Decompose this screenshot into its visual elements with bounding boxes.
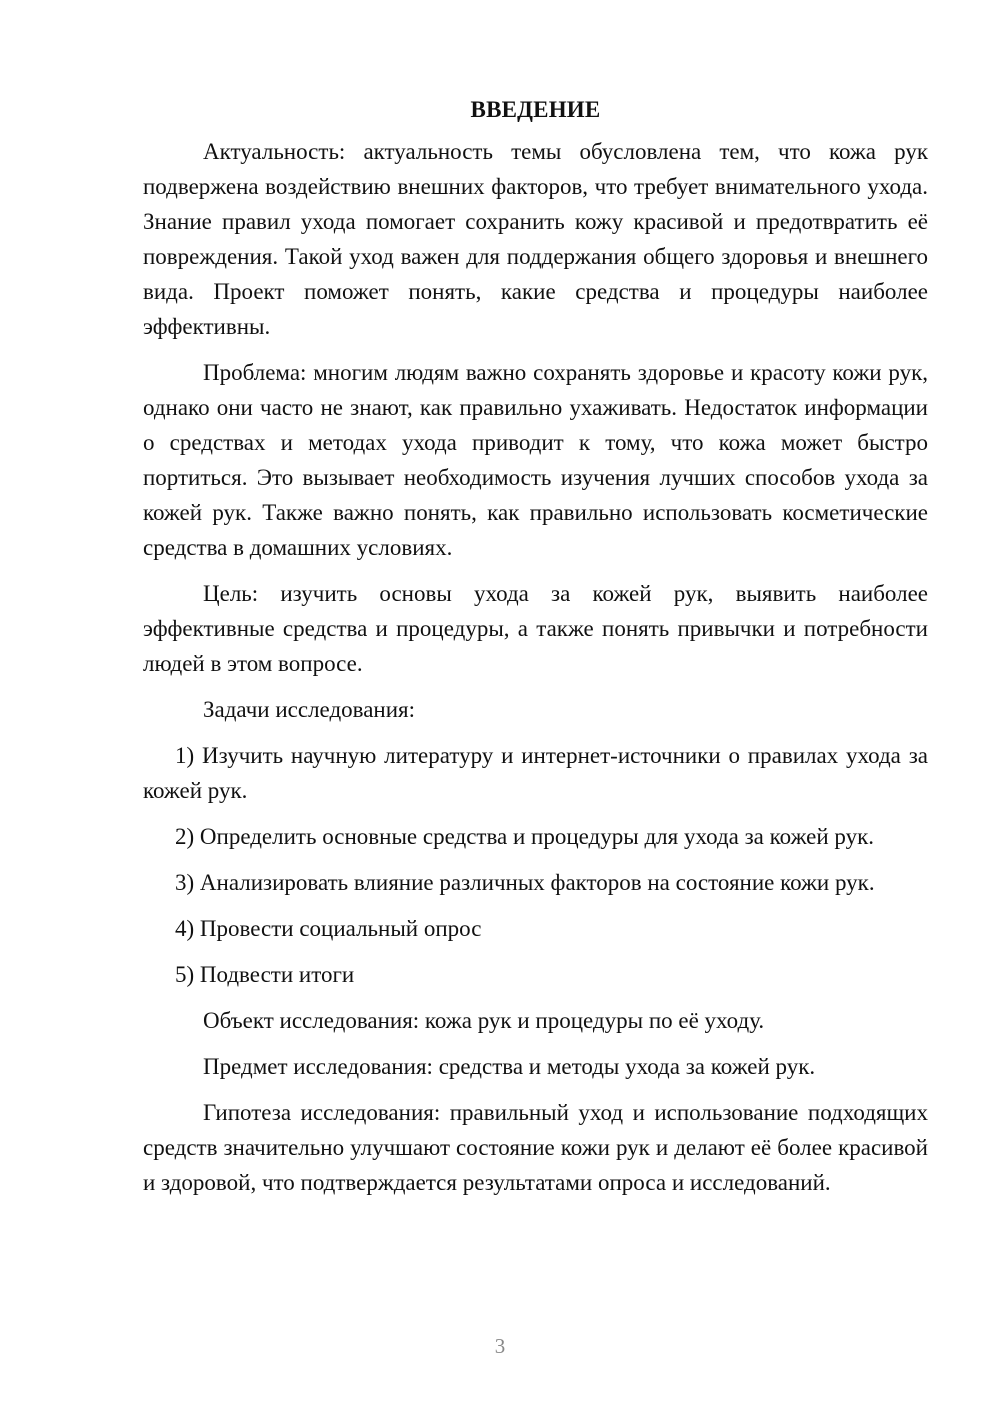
- document-page: [143, 92, 928, 1211]
- relevance-paragraph: Актуальность: актуальность темы обусловлена тем, что кожа рук подвержена воздействию внешних факторов, что требует внимательного ухода. Знание правил ухода помогает сохранить кожу красивой и предотвратить её повреждения. Такой уход важен для поддержания общего здоровья и внешнего вида. Проект поможет понять, какие средства и процедуры наиболее эффективны.: [143, 139, 928, 339]
- tasks-heading: Задачи исследования:: [203, 697, 416, 722]
- problem-paragraph: Проблема: многим людям важно сохранять здоровье и красоту кожи рук, однако они часто не знают, как правильно ухаживать. Недостаток информации о средствах и методах ухода приводит к тому, что кожа может быстро портиться. Это вызывает необходимость изучения лучших способов ухода за кожей рук. Также важно понять, как правильно использовать косметические средства в домашних условиях.: [143, 360, 928, 560]
- object-paragraph: Объект исследования: кожа рук и процедуры по её уходу.: [203, 1008, 765, 1033]
- page-title: ВВЕДЕНИЕ: [470, 97, 601, 122]
- tasks-list: [143, 738, 928, 992]
- task-item-2: 2) Определить основные средства и процедуры для ухода за кожей рук.: [175, 824, 875, 849]
- hypothesis-paragraph: Гипотеза исследования: правильный уход и использование подходящих средств значительно улучшают состояние кожи рук и делают её более красивой и здоровой, что подтверждается результатами опроса и исследований.: [143, 1100, 928, 1195]
- goal-paragraph: Цель: изучить основы ухода за кожей рук, выявить наиболее эффективные средства и процедуры, а также понять привычки и потребности людей в этом вопросе.: [143, 581, 928, 676]
- task-item-1: 1) Изучить научную литературу и интернет-источники о правилах ухода за кожей рук.: [143, 743, 928, 803]
- task-item-4: 4) Провести социальный опрос: [175, 916, 482, 941]
- task-item-5: 5) Подвести итоги: [175, 962, 355, 987]
- subject-paragraph: Предмет исследования: средства и методы ухода за кожей рук.: [203, 1054, 816, 1079]
- task-item-3: 3) Анализировать влияние различных факторов на состояние кожи рук.: [175, 870, 875, 895]
- page-number: 3: [494, 1334, 506, 1358]
